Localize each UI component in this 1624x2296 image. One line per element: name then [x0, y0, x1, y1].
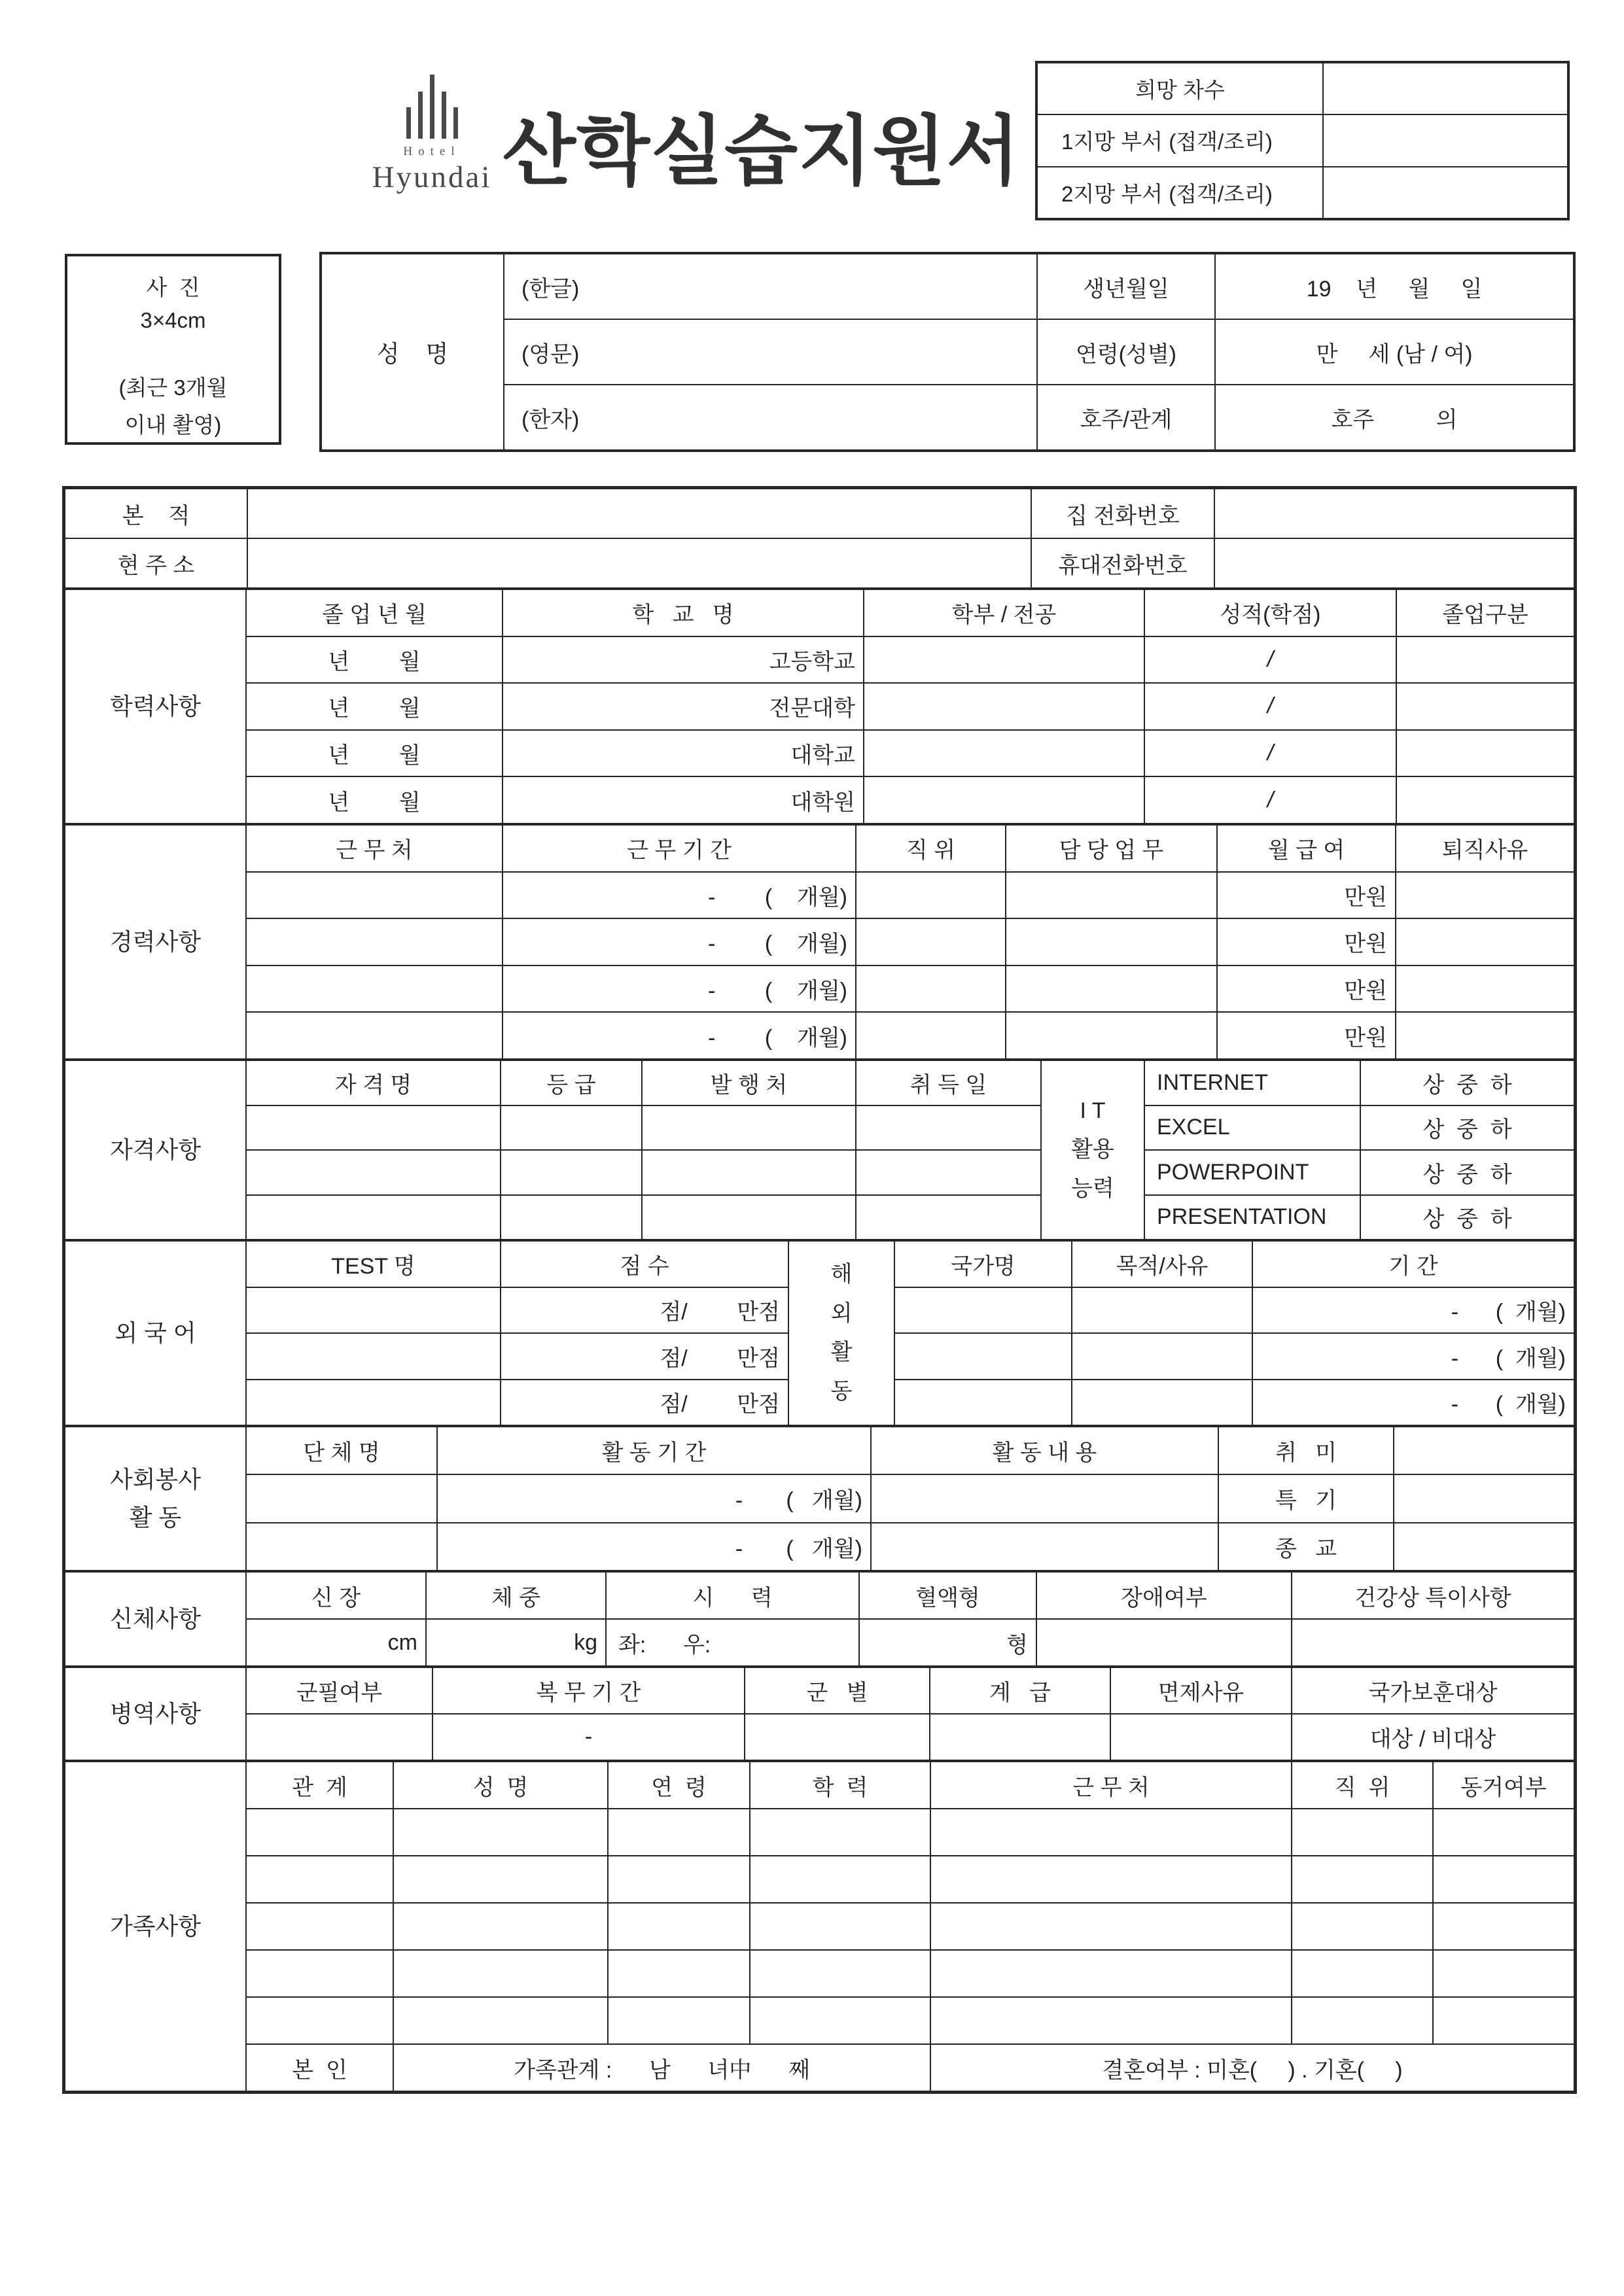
period-header: 기 간 [1252, 1242, 1574, 1287]
second-choice-value-cell [1324, 167, 1567, 218]
family-position-cell [1291, 1856, 1432, 1902]
health-note-header: 건강상 특이사항 [1291, 1573, 1574, 1618]
activity-content-header: 활 동 내 용 [870, 1427, 1218, 1474]
activity-period-cell: - ( 개월) [436, 1523, 870, 1570]
activity-content-cell [870, 1523, 1218, 1570]
country-cell [895, 1288, 1071, 1333]
vision-cell: 좌: 우: [605, 1620, 858, 1665]
workplace-cell [247, 873, 502, 918]
family-workplace-cell [930, 1904, 1291, 1949]
family-workplace-header: 근 무 처 [930, 1762, 1291, 1808]
overseas-activity-grid [895, 1242, 1574, 1425]
education-header-row [247, 590, 1574, 636]
score-cell: 점/ 만점 [500, 1334, 788, 1379]
salary-cell: 만원 [1216, 919, 1395, 965]
country-header: 국가명 [951, 1253, 1015, 1279]
language-row [247, 1287, 788, 1333]
wish-round-label: 희망 차수 [1038, 63, 1324, 114]
period-cell: - ( 개월) [1252, 1334, 1574, 1379]
test-name-cell [247, 1288, 500, 1333]
family-name-cell [393, 1951, 607, 1996]
home-phone-label: 집 전화번호 [1031, 489, 1214, 538]
cert-date-cell [855, 1196, 1040, 1240]
qualification-section-label: 자격사항 [65, 1061, 247, 1239]
name-table [319, 252, 1576, 452]
education-row-college [247, 682, 1574, 729]
family-age-cell [607, 1998, 749, 2044]
family-self-row [247, 2044, 1574, 2091]
family-row [247, 1855, 1574, 1902]
career-row [247, 965, 1574, 1012]
family-name-cell [393, 1856, 607, 1902]
test-name-cell [247, 1380, 500, 1425]
mobile-phone-label: 휴대전화번호 [1031, 539, 1214, 587]
grad-type-cell [1396, 684, 1574, 729]
military-header-row [247, 1668, 1574, 1713]
rank-cell [929, 1714, 1110, 1760]
language-header-row [247, 1242, 788, 1287]
qualification-row [247, 1105, 1040, 1150]
activity-period-header: 활 동 기 간 [436, 1427, 870, 1474]
salary-cell: 만원 [1216, 966, 1395, 1012]
family-position-cell [1291, 1904, 1432, 1949]
it-skill-row [1145, 1061, 1574, 1105]
physical-section [65, 1570, 1574, 1665]
overseas-header-row [895, 1242, 1574, 1287]
cert-name-cell [247, 1196, 500, 1240]
health-note-cell [1291, 1620, 1574, 1665]
family-education-cell [749, 1856, 930, 1902]
leave-reason-cell [1395, 873, 1574, 918]
school-name-cell: 고등학교 [502, 637, 863, 683]
position-cell [855, 873, 1005, 918]
home-phone-value-cell [1214, 489, 1574, 538]
major-cell [863, 637, 1144, 683]
weight-header: 체 중 [425, 1573, 605, 1618]
veteran-status-cell: 대상 / 비대상 [1291, 1714, 1574, 1760]
grade-cell: / [1144, 731, 1396, 776]
main-table [62, 486, 1577, 2094]
service-period-cell: - [432, 1714, 744, 1760]
cert-grade-cell [500, 1106, 641, 1150]
specialty-value-cell [1393, 1475, 1574, 1522]
duty-cell [1005, 873, 1216, 918]
domicile-label: 본 적 [122, 503, 190, 529]
it-skill-row [1145, 1149, 1574, 1194]
family-age-cell [607, 1809, 749, 1855]
building-icon [361, 73, 503, 139]
purpose-cell [1071, 1380, 1252, 1425]
name-label: 성 명 [322, 254, 504, 449]
family-position-cell [1291, 1998, 1432, 2044]
second-choice-row [1038, 166, 1567, 218]
exemption-header: 면제사유 [1110, 1668, 1291, 1713]
family-education-cell [749, 1951, 930, 1996]
cohabitation-cell [1432, 1998, 1574, 2044]
workplace-cell [247, 966, 502, 1012]
cohabitation-header: 동거여부 [1432, 1762, 1574, 1808]
it-skill-scale: 상 중 하 [1360, 1106, 1574, 1150]
grad-date-cell: 년 월 [328, 790, 421, 815]
duty-header: 담 당 업 무 [1005, 826, 1216, 871]
education-section [65, 587, 1574, 823]
cert-name-cell [247, 1106, 500, 1150]
overseas-row [895, 1287, 1574, 1333]
branch-cell [744, 1714, 929, 1760]
it-skill-scale: 상 중 하 [1360, 1196, 1574, 1240]
cert-issuer-header: 발 행 처 [641, 1061, 855, 1105]
family-age-cell [607, 1904, 749, 1949]
work-period-cell: - ( 개월) [502, 1013, 855, 1058]
service-status-header: 군필여부 [296, 1680, 383, 1705]
salary-header: 월 급 여 [1216, 826, 1395, 871]
position-header: 직 위 [855, 826, 1005, 871]
purpose-cell [1071, 1288, 1252, 1333]
address-section [65, 489, 1574, 587]
qualification-row [247, 1194, 1040, 1240]
school-name-cell: 대학교 [502, 731, 863, 776]
birth-info-label-column [1036, 254, 1214, 449]
cohabitation-cell [1432, 1904, 1574, 1949]
volunteer-section [65, 1425, 1574, 1570]
rank-header: 계 급 [929, 1668, 1110, 1713]
family-name-cell [393, 1809, 607, 1855]
military-section-label: 병역사항 [65, 1668, 247, 1760]
current-address-row [65, 538, 1574, 587]
family-section-label: 가족사항 [65, 1762, 247, 2091]
workplace-cell [247, 1013, 502, 1058]
blood-type-header: 혈액형 [858, 1573, 1036, 1618]
marital-status-cell: 결혼여부 : 미혼( ) . 기혼( ) [930, 2045, 1574, 2091]
logo-brand-text: Hyundai [372, 160, 492, 194]
physical-value-row [247, 1618, 1574, 1665]
service-period-header: 복 무 기 간 [432, 1668, 744, 1713]
language-section [65, 1239, 1574, 1425]
education-row-university [247, 729, 1574, 776]
relation-cell [247, 1951, 393, 1996]
first-choice-value-cell [1324, 115, 1567, 165]
disability-cell [1036, 1620, 1291, 1665]
grad-date-cell: 년 월 [328, 649, 421, 674]
period-cell: - ( 개월) [1252, 1288, 1574, 1333]
grad-type-cell [1396, 777, 1574, 823]
name-english-cell: (영문) [504, 319, 1036, 384]
it-skill-name: PRESENTATION [1157, 1204, 1327, 1230]
major-header: 학부 / 전공 [863, 590, 1144, 636]
major-cell [863, 684, 1144, 729]
family-name-header: 성 명 [393, 1762, 607, 1808]
work-period-cell: - ( 개월) [502, 966, 855, 1012]
work-period-cell: - ( 개월) [502, 919, 855, 965]
family-education-header: 학 력 [749, 1762, 930, 1808]
relation-cell [247, 1856, 393, 1902]
religion-label: 종 교 [1218, 1523, 1393, 1570]
family-position-header: 직 위 [1291, 1762, 1432, 1808]
age-gender-value: 만 세 (남 / 여) [1216, 319, 1573, 384]
position-cell [855, 919, 1005, 965]
overseas-row [895, 1332, 1574, 1379]
position-cell [855, 1013, 1005, 1058]
family-age-cell [607, 1856, 749, 1902]
wish-round-row [1038, 63, 1567, 114]
family-header-row [247, 1762, 1574, 1808]
career-row [247, 918, 1574, 965]
qualification-section [65, 1058, 1574, 1239]
weight-cell: kg [425, 1620, 605, 1665]
it-skill-name: POWERPOINT [1157, 1159, 1309, 1185]
grad-date-cell: 년 월 [328, 743, 421, 769]
school-name-cell: 전문대학 [502, 684, 863, 729]
cert-date-cell [855, 1106, 1040, 1150]
name-value-column [504, 254, 1036, 449]
photo-box [65, 254, 281, 445]
career-section-label: 경력사항 [65, 826, 247, 1058]
family-row [247, 1949, 1574, 1996]
grade-cell: / [1144, 637, 1396, 683]
self-relation-cell: 본 인 [292, 2057, 347, 2083]
preference-table [1035, 61, 1570, 220]
family-row [247, 1996, 1574, 2044]
family-section [65, 1760, 1574, 2091]
education-section-label: 학력사항 [65, 590, 247, 823]
vision-header: 시 력 [605, 1573, 858, 1618]
workplace-header: 근 무 처 [336, 838, 413, 863]
org-name-cell [247, 1523, 436, 1570]
blood-type-cell: 형 [858, 1620, 1036, 1665]
family-workplace-cell [930, 1809, 1291, 1855]
physical-section-label: 신체사항 [65, 1573, 247, 1665]
duty-cell [1005, 1013, 1216, 1058]
leave-reason-cell [1395, 919, 1574, 965]
disability-header: 장애여부 [1036, 1573, 1291, 1618]
salary-cell: 만원 [1216, 1013, 1395, 1058]
householder-label: 호주/관계 [1038, 384, 1214, 449]
sibling-order-cell: 가족관계 : 남 녀中 째 [393, 2045, 930, 2091]
family-workplace-cell [930, 1856, 1291, 1902]
service-status-cell [247, 1714, 432, 1760]
photo-note-line1: (최근 3개월 [118, 375, 228, 400]
first-choice-row [1038, 114, 1567, 165]
major-cell [863, 731, 1144, 776]
cert-issuer-cell [641, 1106, 855, 1150]
family-name-cell [393, 1904, 607, 1949]
volunteer-row [247, 1522, 1574, 1570]
leave-reason-cell [1395, 966, 1574, 1012]
cert-date-cell [855, 1151, 1040, 1194]
career-section [65, 823, 1574, 1058]
relation-header: 관 계 [292, 1775, 347, 1800]
photo-size: 3×4cm [140, 308, 206, 332]
cohabitation-cell [1432, 1856, 1574, 1902]
military-value-row [247, 1713, 1574, 1760]
it-skill-name: EXCEL [1157, 1115, 1230, 1140]
workplace-cell [247, 919, 502, 965]
cohabitation-cell [1432, 1809, 1574, 1855]
family-position-cell [1291, 1951, 1432, 1996]
grade-cell: / [1144, 684, 1396, 729]
language-test-grid [247, 1242, 788, 1425]
family-education-cell [749, 1809, 930, 1855]
cert-name-cell [247, 1151, 500, 1194]
family-name-cell [393, 1998, 607, 2044]
branch-header: 군 별 [744, 1668, 929, 1713]
volunteer-section-label: 사회봉사 활 동 [65, 1427, 247, 1570]
country-cell [895, 1334, 1071, 1379]
family-row [247, 1808, 1574, 1855]
score-cell: 점/ 만점 [500, 1288, 788, 1333]
domicile-value-cell [247, 489, 1031, 538]
salary-cell: 만원 [1216, 873, 1395, 918]
language-row [247, 1379, 788, 1425]
specialty-label: 특 기 [1218, 1475, 1393, 1522]
cert-grade-cell [500, 1196, 641, 1240]
height-header: 신 장 [311, 1585, 361, 1610]
grad-date-header: 졸 업 년 월 [322, 602, 427, 628]
it-skills-grid [1145, 1061, 1574, 1239]
veteran-status-header: 국가보훈대상 [1291, 1668, 1574, 1713]
career-header-row [247, 826, 1574, 871]
current-address-value-cell [247, 539, 1031, 587]
cert-grade-header: 등 급 [500, 1061, 641, 1105]
volunteer-header-row [247, 1427, 1574, 1474]
birthdate-value: 19 년 월 일 [1306, 276, 1483, 302]
exemption-cell [1110, 1714, 1291, 1760]
duty-cell [1005, 919, 1216, 965]
family-row [247, 1902, 1574, 1949]
hotel-hyundai-logo [361, 73, 503, 195]
grad-type-cell [1396, 637, 1574, 683]
score-cell: 점/ 만점 [500, 1380, 788, 1425]
grad-type-header: 졸업구분 [1396, 590, 1574, 636]
school-name-header: 학 교 명 [502, 590, 863, 636]
photo-label: 사 진 [146, 275, 200, 300]
duty-cell [1005, 966, 1216, 1012]
second-choice-label: 2지망 부서 (접객/조리) [1038, 167, 1324, 218]
career-row [247, 871, 1574, 918]
age-gender-label: 연령(성별) [1038, 319, 1214, 384]
language-row [247, 1332, 788, 1379]
position-cell [855, 966, 1005, 1012]
score-header: 점 수 [500, 1242, 788, 1287]
religion-value-cell [1393, 1523, 1574, 1570]
major-cell [863, 777, 1144, 823]
org-name-header: 단 체 명 [303, 1440, 380, 1466]
purpose-header: 목적/사유 [1071, 1242, 1252, 1287]
family-age-header: 연 령 [607, 1762, 749, 1808]
org-name-cell [247, 1475, 436, 1522]
test-name-cell [247, 1334, 500, 1379]
qualification-grid [247, 1061, 1040, 1239]
language-section-label: 외 국 어 [65, 1242, 247, 1425]
hobby-label: 취 미 [1218, 1427, 1393, 1474]
family-workplace-cell [930, 1998, 1291, 2044]
domicile-row [65, 489, 1574, 538]
grade-header: 성적(학점) [1144, 590, 1396, 636]
cohabitation-cell [1432, 1951, 1574, 1996]
family-age-cell [607, 1951, 749, 1996]
test-name-header: TEST 명 [331, 1253, 415, 1279]
leave-reason-header: 퇴직사유 [1395, 826, 1574, 871]
overseas-row [895, 1379, 1574, 1425]
it-skill-scale: 상 중 하 [1360, 1061, 1574, 1105]
relation-cell [247, 1904, 393, 1949]
hobby-value-cell [1393, 1427, 1574, 1474]
family-workplace-cell [930, 1951, 1291, 1996]
work-period-header: 근 무 기 간 [502, 826, 855, 871]
school-name-cell: 대학원 [502, 777, 863, 823]
grad-type-cell [1396, 731, 1574, 776]
birthdate-label: 생년월일 [1083, 276, 1169, 302]
cert-date-header: 취 득 일 [855, 1061, 1040, 1105]
relation-cell [247, 1809, 393, 1855]
first-choice-label: 1지망 부서 (접객/조리) [1038, 115, 1324, 165]
cert-name-header: 자 격 명 [334, 1072, 412, 1098]
activity-content-cell [870, 1475, 1218, 1522]
relation-cell [247, 1998, 393, 2044]
education-row-gradschool [247, 776, 1574, 823]
it-skill-row [1145, 1105, 1574, 1150]
grade-cell: / [1144, 777, 1396, 823]
physical-header-row [247, 1573, 1574, 1618]
mobile-phone-value-cell [1214, 539, 1574, 587]
height-cell: cm [387, 1629, 417, 1655]
education-row-highschool [247, 636, 1574, 683]
it-skill-row [1145, 1194, 1574, 1240]
grad-date-cell: 년 월 [328, 696, 421, 722]
householder-value: 호주 의 [1216, 384, 1573, 449]
cert-issuer-cell [641, 1151, 855, 1194]
wish-round-value-cell [1324, 63, 1567, 114]
activity-period-cell: - ( 개월) [436, 1475, 870, 1522]
name-hangul-cell: (한글) [521, 276, 580, 302]
family-education-cell [749, 1998, 930, 2044]
qualification-row [247, 1149, 1040, 1194]
logo-hotel-text: Hotel [403, 145, 461, 158]
current-address-label: 현 주 소 [117, 553, 195, 578]
cert-issuer-cell [641, 1196, 855, 1240]
leave-reason-cell [1395, 1013, 1574, 1058]
overseas-activity-label: 해 외 활 동 [788, 1242, 895, 1425]
work-period-cell: - ( 개월) [502, 873, 855, 918]
qualification-header-row [247, 1061, 1040, 1105]
career-row [247, 1011, 1574, 1058]
it-skill-name: INTERNET [1157, 1070, 1268, 1095]
country-cell [895, 1380, 1071, 1425]
family-education-cell [749, 1904, 930, 1949]
photo-note-line2: 이내 촬영) [124, 413, 222, 437]
it-skills-label: I T 활용 능력 [1040, 1061, 1145, 1239]
period-cell: - ( 개월) [1252, 1380, 1574, 1425]
family-position-cell [1291, 1809, 1432, 1855]
purpose-cell [1071, 1334, 1252, 1379]
birth-info-value-column [1214, 254, 1573, 449]
form-title: 산학실습지원서 [503, 109, 1021, 194]
it-skill-scale: 상 중 하 [1360, 1151, 1574, 1194]
volunteer-row [247, 1474, 1574, 1522]
name-hanja-cell: (한자) [504, 384, 1036, 449]
cert-grade-cell [500, 1151, 641, 1194]
military-section [65, 1665, 1574, 1760]
